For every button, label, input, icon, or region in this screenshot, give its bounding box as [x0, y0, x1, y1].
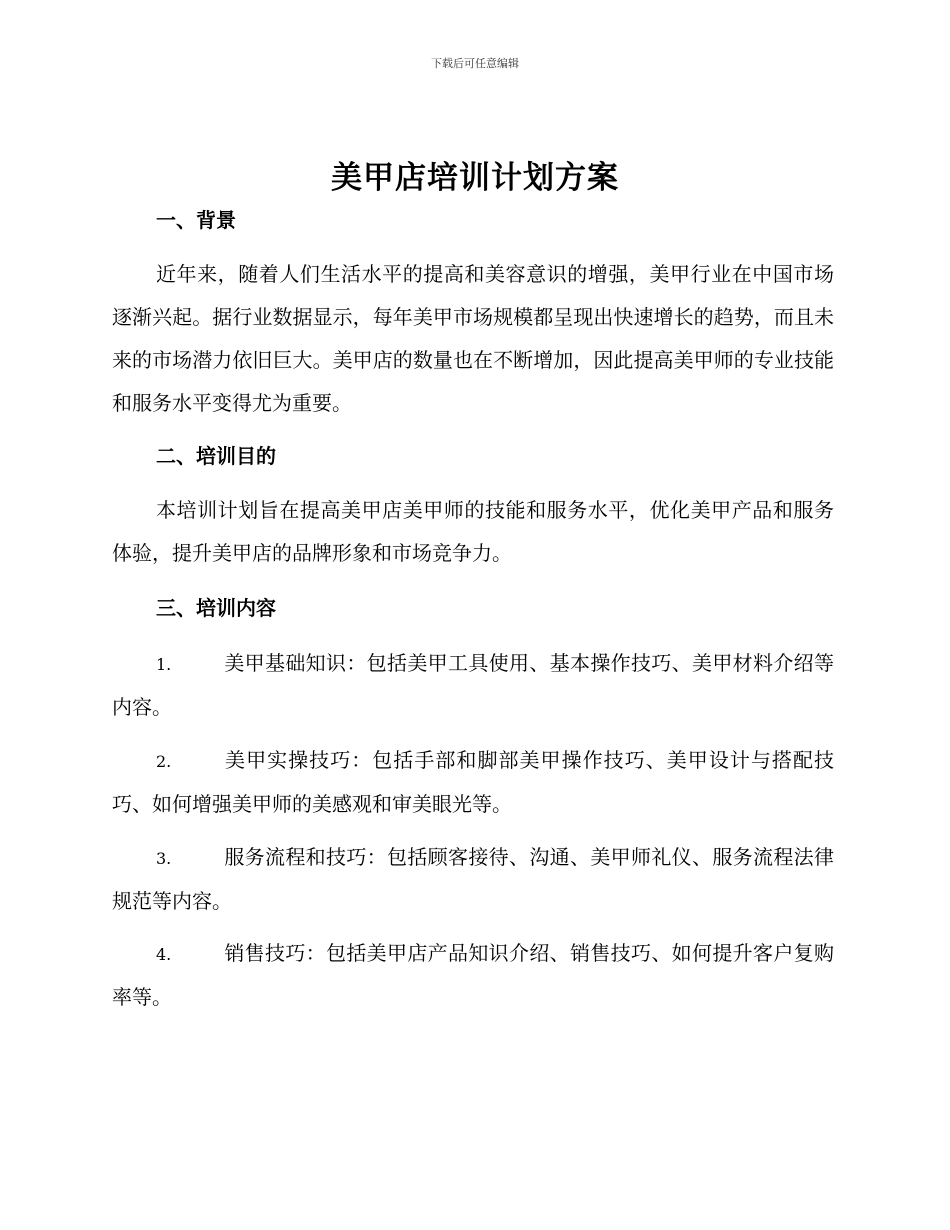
list-item-number: 2.	[156, 752, 172, 771]
list-item	[112, 836, 834, 923]
list-item-number: 4.	[156, 945, 172, 964]
paragraph-purpose: 本培训计划旨在提高美甲店美甲师的技能和服务水平，优化美甲产品和服务体验，提升美甲店的品牌形象和市场竞争力。	[112, 498, 834, 565]
list-item	[112, 932, 834, 1019]
list-item-text: 美甲实操技巧：包括手部和脚部美甲操作技巧、美甲设计与搭配技巧、如何增强美甲师的美感观和审美眼光等。	[112, 748, 834, 816]
list-item	[112, 739, 834, 826]
section-heading-background: 一、背景	[156, 208, 236, 232]
document-title: 美甲店培训计划方案	[331, 160, 619, 196]
list-item-number: 3.	[156, 849, 172, 868]
list-item-number: 1.	[156, 655, 172, 674]
list-item-text: 销售技巧：包括美甲店产品知识介绍、销售技巧、如何提升客户复购率等。	[112, 941, 834, 1009]
list-item	[112, 642, 834, 729]
section-heading-content: 三、培训内容	[156, 596, 276, 620]
list-item-text: 服务流程和技巧：包括顾客接待、沟通、美甲师礼仪、服务流程法律规范等内容。	[112, 845, 834, 913]
section-heading-purpose: 二、培训目的	[156, 444, 276, 468]
list-item-text: 美甲基础知识：包括美甲工具使用、基本操作技巧、美甲材料介绍等内容。	[112, 651, 834, 719]
paragraph-background: 近年来，随着人们生活水平的提高和美容意识的增强，美甲行业在中国市场逐渐兴起。据行业数据显示，每年美甲市场规模都呈现出快速增长的趋势，而且未来的市场潜力依旧巨大。美甲店的数量也在不断增加，因此提高美甲师的专业技能和服务水平变得尤为重要。	[112, 262, 834, 415]
header-note: 下载后可任意编辑	[431, 57, 519, 70]
